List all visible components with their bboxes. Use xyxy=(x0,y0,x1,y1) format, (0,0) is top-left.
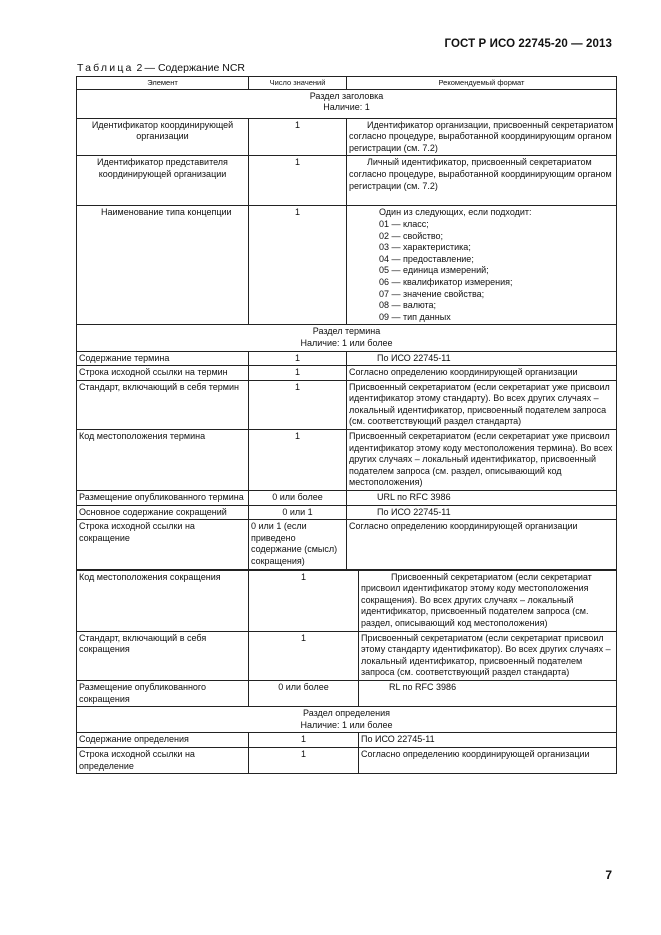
count-cell: 1 xyxy=(249,430,347,491)
count-cell: 1 xyxy=(249,206,347,325)
table-row xyxy=(77,380,617,429)
section-presence: Наличие: 1 xyxy=(323,102,370,113)
element-cell: Основное содержание сокращений xyxy=(77,505,249,520)
count-cell: 0 или 1 xyxy=(249,505,347,520)
table-row xyxy=(77,156,617,206)
list-item: 05 — единица измерений; xyxy=(379,265,489,276)
element-cell: Содержание определения xyxy=(77,733,249,748)
format-cell: Присвоенный секретариатом (если секретариат присвоил этому стандарту идентификатор). Во всех других случаях – локальный идентификатор, присвоенный подателем запроса (см. соответствующий раздел стандарта) xyxy=(359,631,617,680)
table-row xyxy=(77,747,617,773)
format-cell: Присвоенный секретариатом (если секретариат присвоил идентификатор этому коду местоположения сокращения). Во всех других случаях – локальный идентификатор, присвоенный подателем запроса (см. раздел, описывающий код местоположения) xyxy=(359,570,617,631)
list-item: 09 — тип данных xyxy=(379,311,451,322)
format-cell: RL по RFC 3986 xyxy=(359,680,617,706)
element-cell: Строка исходной ссылки на сокращение xyxy=(77,520,249,569)
count-cell: 0 или более xyxy=(249,491,347,506)
format-cell: По ИСО 22745-11 xyxy=(347,351,617,366)
table-row xyxy=(77,570,617,631)
format-cell xyxy=(347,206,617,325)
format-cell: По ИСО 22745-11 xyxy=(347,505,617,520)
table-row xyxy=(77,631,617,680)
table-row xyxy=(77,118,617,156)
column-header: Элемент xyxy=(77,77,249,90)
count-cell: 1 xyxy=(249,118,347,156)
count-cell: 1 xyxy=(249,631,359,680)
element-cell: Размещение опубликованного сокращения xyxy=(77,680,249,706)
element-cell: Код местоположения сокращения xyxy=(77,570,249,631)
list-item: 07 — значение свойства; xyxy=(379,288,485,299)
ncr-table-part-2 xyxy=(76,570,617,775)
format-cell: Согласно определению координирующей организации xyxy=(359,747,617,773)
count-cell: 1 xyxy=(249,351,347,366)
list-item: 08 — валюта; xyxy=(379,300,437,311)
table-row xyxy=(77,430,617,491)
section-presence: Наличие: 1 или более xyxy=(300,337,393,348)
caption-number: 2 xyxy=(136,62,145,74)
format-cell: Согласно определению координирующей организации xyxy=(347,520,617,569)
format-cell: Согласно определению координирующей организации xyxy=(347,366,617,381)
element-cell: Содержание термина xyxy=(77,351,249,366)
caption-title: — Содержание NCR xyxy=(144,62,245,74)
table-row xyxy=(77,206,617,325)
list-item: 06 — квалификатор измерения; xyxy=(379,276,513,287)
table-row xyxy=(77,491,617,506)
list-item: 02 — свойство; xyxy=(379,230,444,241)
section-title: Раздел термина xyxy=(312,326,381,337)
format-cell: Личный идентификатор, присвоенный секретариатом согласно процедуре, выработанной координирующим органом регистрации (см. 7.2) xyxy=(347,156,617,206)
section-title: Раздел определения xyxy=(302,708,391,719)
count-cell: 0 или более xyxy=(249,680,359,706)
ncr-table xyxy=(76,76,617,774)
element-cell: Наименование типа концепции xyxy=(77,206,249,325)
format-cell: URL по RFC 3986 xyxy=(347,491,617,506)
section-row xyxy=(77,707,617,733)
element-cell: Код местоположения термина xyxy=(77,430,249,491)
count-cell: 1 xyxy=(249,733,359,748)
list-item: 03 — характеристика; xyxy=(379,242,471,253)
table-row xyxy=(77,733,617,748)
element-cell: Строка исходной ссылки на термин xyxy=(77,366,249,381)
count-cell: 1 xyxy=(249,156,347,206)
element-cell: Стандарт, включающий в себя сокращения xyxy=(77,631,249,680)
count-cell: 1 xyxy=(249,380,347,429)
count-cell: 1 xyxy=(249,570,359,631)
element-cell: Идентификатор координирующей организации xyxy=(77,118,249,156)
section-row xyxy=(77,89,617,118)
table-row xyxy=(77,505,617,520)
count-cell: 0 или 1 (если приведено содержание (смысл) сокращения) xyxy=(249,520,347,569)
column-header: Число значений xyxy=(249,77,347,90)
table-header-row xyxy=(77,77,617,90)
count-cell: 1 xyxy=(249,366,347,381)
element-cell: Стандарт, включающий в себя термин xyxy=(77,380,249,429)
table-row xyxy=(77,680,617,706)
section-title: Раздел заголовка xyxy=(309,90,384,101)
format-cell: Идентификатор организации, присвоенный секретариатом согласно процедуре, выработанной координирующим органом регистрации (см. 7.2) xyxy=(347,118,617,156)
caption-label: Таблица xyxy=(77,62,134,74)
table-row xyxy=(77,351,617,366)
element-cell: Идентификатор представителя координирующей организации xyxy=(77,156,249,206)
element-cell: Размещение опубликованного термина xyxy=(77,491,249,506)
format-cell: Присвоенный секретариатом (если секретариат уже присвоил идентификатор этому коду местоположения термина). Во всех других случаях – локальный идентификатор, присвоенный подателем запроса (см. раздел, описывающий код местоположения) xyxy=(347,430,617,491)
list-item: 01 — класс; xyxy=(379,218,429,229)
document-code: ГОСТ Р ИСО 22745-20 — 2013 xyxy=(444,38,612,50)
element-cell: Строка исходной ссылки на определение xyxy=(77,747,249,773)
table-caption xyxy=(77,62,245,74)
section-presence: Наличие: 1 или более xyxy=(300,719,393,730)
page-number: 7 xyxy=(605,868,612,882)
section-row xyxy=(77,325,617,351)
list-item: 04 — предоставление; xyxy=(379,253,474,264)
count-cell: 1 xyxy=(249,747,359,773)
format-intro: Один из следующих, если подходит: xyxy=(379,207,532,218)
table-row xyxy=(77,366,617,381)
ncr-table-part-1 xyxy=(76,76,617,570)
format-cell: Присвоенный секретариатом (если секретариат уже присвоил идентификатор этому стандарту). Во всех других случаях – локальный идентификатор, присвоенный подателем запроса (см. соответствующий раздел стандарта) xyxy=(347,380,617,429)
column-header: Рекомендуемый формат xyxy=(347,77,617,90)
table-row xyxy=(77,520,617,569)
format-cell: По ИСО 22745-11 xyxy=(359,733,617,748)
